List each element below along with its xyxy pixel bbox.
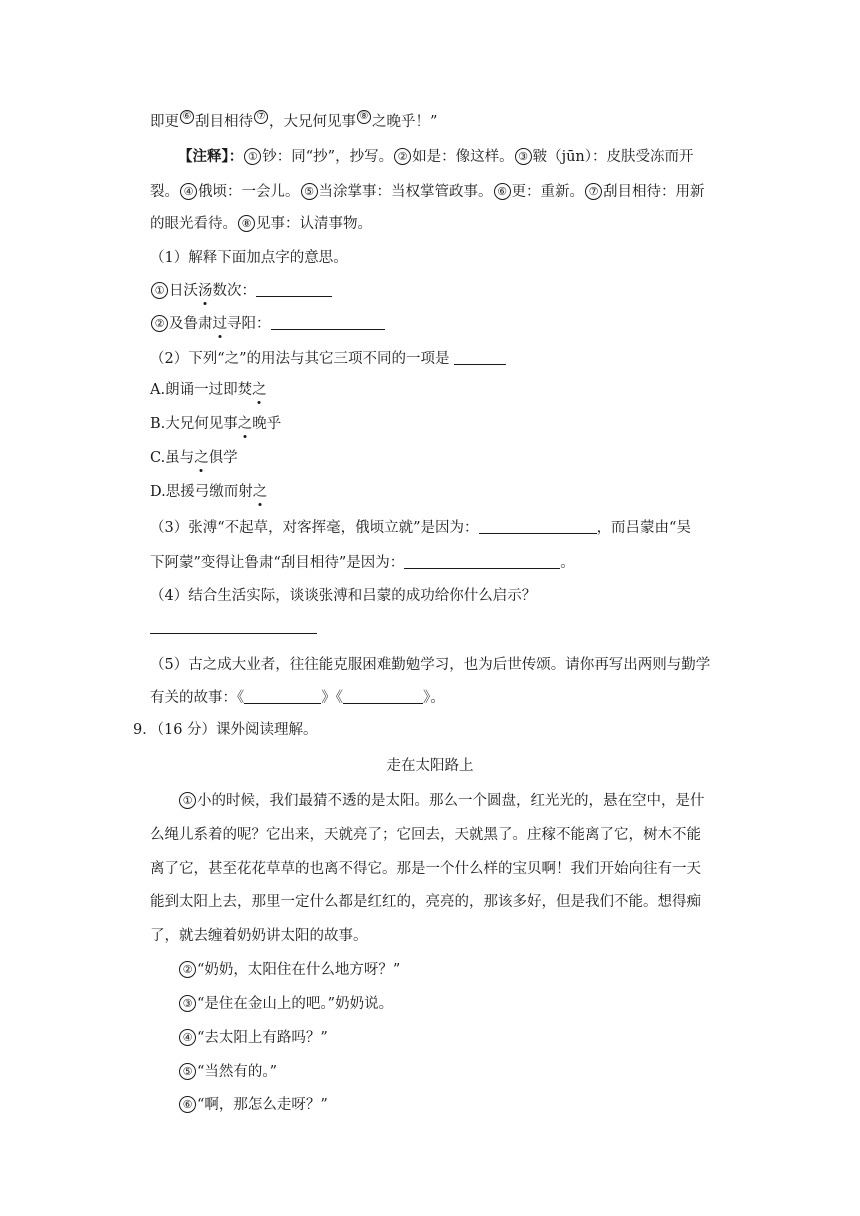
paragraph-5	[178, 1062, 277, 1082]
question-text: 有关的故事：《	[150, 690, 245, 706]
question-text: （3）张溥“不起草，对客挥毫，俄顷立就”是因为：	[150, 520, 479, 536]
paragraph-mark-5: ⑤	[179, 1063, 196, 1080]
item-mark-2: ②	[151, 315, 168, 332]
option-text: 晚乎	[252, 416, 282, 432]
dotted-character: 之	[252, 382, 267, 398]
question-3-line-2	[150, 553, 575, 573]
paragraph-text: “啊，那怎么走呀？”	[197, 1097, 328, 1113]
note-mark-6: ⑥	[494, 183, 511, 200]
text-fragment: 数次：	[212, 283, 256, 299]
paragraph-text: “奶奶，太阳住在什么地方呀？”	[197, 962, 401, 978]
option-text: A.朗诵一过即焚	[150, 382, 253, 398]
annotation-line-2	[150, 182, 705, 202]
question-text: 》《	[321, 690, 343, 706]
annotation-text: 更：重新。	[511, 184, 584, 200]
paragraph-1-line-5: 了，就去缠着奶奶讲太阳的故事。	[150, 928, 368, 944]
paragraph-1-line-2: 么绳儿系着的呢？它出来，天就亮了；它回去，天就黑了。庄稼不能离了它，树木不能	[150, 827, 701, 843]
question-3-line-1	[150, 518, 691, 538]
paragraph-mark-4: ④	[179, 1029, 196, 1046]
answer-blank[interactable]	[479, 519, 597, 534]
paragraph-3	[178, 994, 393, 1014]
note-mark-7: ⑦	[585, 183, 602, 200]
option-text: B.大兄何见事	[150, 416, 238, 432]
text-fragment: 即更	[150, 114, 179, 130]
note-mark-8: ⑧	[238, 215, 255, 232]
section-9-heading: 9．（16 分）课外阅读理解。	[133, 722, 318, 738]
question-text: 。	[560, 555, 575, 571]
annotation-text: 钞：同“抄”，抄写。	[262, 149, 394, 165]
passage-title: 走在太阳路上	[386, 758, 474, 774]
option-text: C.虽与	[150, 450, 195, 466]
text-fragment: 日沃	[169, 283, 198, 299]
note-mark-1: ①	[244, 148, 261, 165]
answer-blank[interactable]	[343, 689, 423, 704]
annotation-label: 【注释】：	[178, 148, 244, 165]
note-mark-3: ③	[515, 148, 532, 165]
annotation-text: 裂。	[150, 184, 179, 200]
option-a	[150, 380, 267, 400]
note-mark-8: ⑧	[357, 110, 371, 124]
text-fragment: 刮目相待	[195, 114, 253, 130]
paragraph-text: “当然有的。”	[197, 1064, 278, 1080]
dotted-character: 之	[194, 450, 209, 466]
note-mark-6: ⑥	[180, 110, 194, 124]
dotted-character: 之	[252, 484, 268, 500]
annotation-text: 皲（jūn）：皮肤受冻而开	[532, 149, 694, 165]
question-text: （2）下列“之”的用法与其它三项不同的一项是	[150, 351, 450, 367]
annotation-text: 当涂掌事：当权掌管政事。	[318, 184, 493, 200]
annotation-text: 如是：像这样。	[412, 149, 514, 165]
annotation-text: 刮目相待：用新	[603, 184, 705, 200]
question-1a	[150, 281, 332, 301]
item-mark-1: ①	[151, 282, 168, 299]
paragraph-6	[178, 1095, 328, 1115]
paragraph-2	[178, 960, 400, 980]
annotation-text: 俄顷：一会儿。	[198, 184, 300, 200]
dotted-character: 之	[237, 416, 253, 432]
note-mark-2: ②	[394, 148, 411, 165]
annotation-text: 的眼光看待。	[150, 216, 237, 232]
option-b	[150, 414, 281, 434]
paragraph-1-line-1	[178, 791, 705, 811]
question-4-answer	[150, 618, 317, 638]
paragraph-text: 小的时候，我们最猜不透的是太阳。那么一个圆盘，红光光的，悬在空中，是什	[197, 793, 705, 809]
question-text: 下阿蒙”变得让鲁肃“刮目相待”是因为：	[150, 555, 405, 571]
question-4: （4）结合生活实际，谈谈张溥和吕蒙的成功给你什么启示？	[150, 588, 537, 604]
question-5-line-2	[150, 688, 445, 708]
paragraph-1-line-3: 离了它，甚至花花草草的也离不得它。那是一个什么样的宝贝啊！我们开始向往有一天	[150, 861, 701, 877]
answer-blank[interactable]	[271, 315, 385, 330]
text-fragment: ，大兄何见事	[269, 114, 356, 130]
text-fragment: 之晚乎！”	[372, 114, 438, 130]
question-text: ，而吕蒙由“吴	[596, 520, 691, 536]
dotted-character: 过	[212, 316, 227, 332]
question-1b	[150, 314, 385, 334]
paragraph-mark-2: ②	[179, 961, 196, 978]
answer-blank[interactable]	[150, 619, 317, 634]
option-d	[150, 482, 267, 502]
text-line-continuation	[150, 110, 437, 132]
question-2	[150, 349, 506, 369]
text-fragment: 寻阳：	[227, 316, 271, 332]
annotation-line-3	[150, 214, 372, 234]
answer-blank[interactable]	[256, 282, 332, 297]
paragraph-4	[178, 1028, 328, 1048]
option-text: D.思援弓缴而射	[150, 484, 253, 500]
question-text: 》。	[423, 690, 445, 706]
answer-blank[interactable]	[244, 689, 321, 704]
paragraph-text: “去太阳上有路吗？”	[197, 1030, 328, 1046]
question-5-line-1: （5）古之成大业者，往往能克服困难勤勉学习，也为后世传颂。请你再写出两则与勤学	[150, 657, 711, 673]
paragraph-mark-3: ③	[179, 995, 196, 1012]
paragraph-text: “是住在金山上的吧。”奶奶说。	[197, 996, 394, 1012]
option-c	[150, 448, 238, 468]
question-1: （1）解释下面加点字的意思。	[150, 250, 348, 266]
note-mark-7: ⑦	[254, 110, 268, 124]
answer-blank[interactable]	[404, 554, 560, 569]
text-fragment: 及鲁肃	[169, 316, 213, 332]
paragraph-mark-6: ⑥	[179, 1096, 196, 1113]
option-text: 俱学	[208, 450, 238, 466]
note-mark-4: ④	[180, 183, 197, 200]
annotation-text: 见事：认清事物。	[256, 216, 372, 232]
annotation-line-1	[178, 147, 694, 167]
answer-blank[interactable]	[454, 350, 506, 365]
note-mark-5: ⑤	[301, 183, 318, 200]
paragraph-1-line-4: 能到太阳上去，那里一定什么都是红红的，亮亮的，那该多好，但是我们不能。想得痴	[150, 894, 701, 910]
paragraph-mark-1: ①	[179, 792, 196, 809]
dotted-character: 汤	[198, 283, 213, 299]
